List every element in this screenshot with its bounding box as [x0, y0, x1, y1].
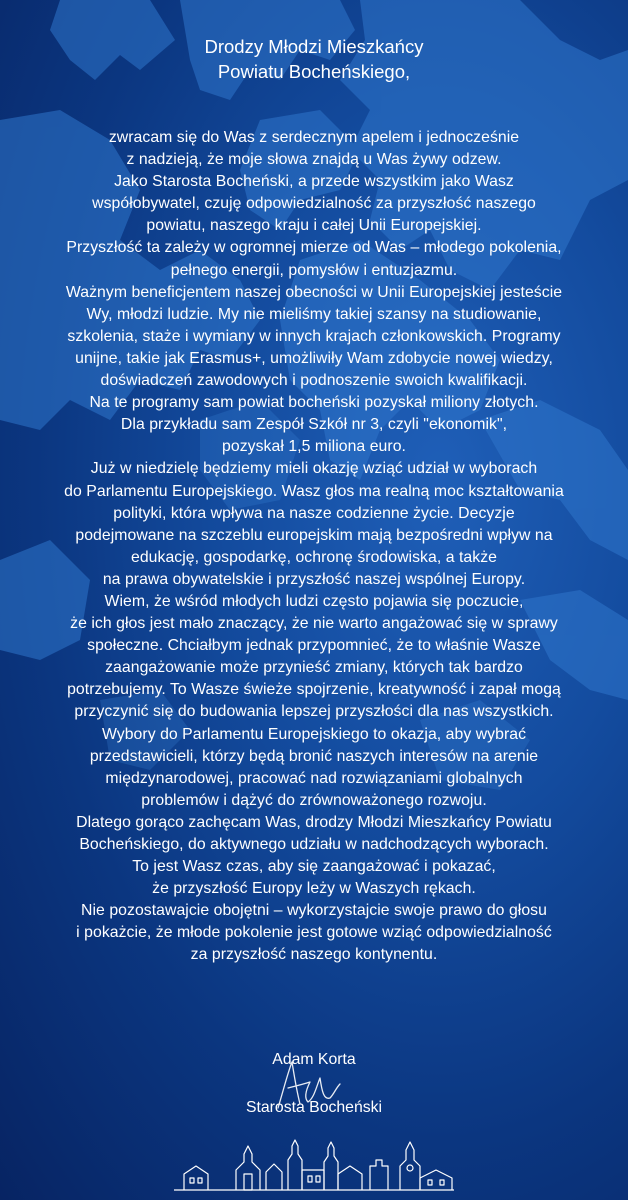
letter-line: na prawa obywatelskie i przyszłość naszej wspólnej Europy.	[102, 570, 526, 588]
letter-line: pozyskał 1,5 miliona euro.	[222, 438, 406, 456]
letter-line: że przyszłość Europy leży w Waszych rękach.	[152, 880, 476, 898]
letter-line: Nie pozostawajcie obojętni – wykorzystajcie swoje prawo do głosu	[81, 902, 547, 920]
letter-line: Wiem, że wśród młodych ludzi często pojawia się poczucie,	[104, 592, 524, 610]
letter-line: Dlatego gorąco zachęcam Was, drodzy Młodzi Mieszkańcy Powiatu	[76, 813, 552, 831]
letter-line: podejmowane na szczeblu europejskim mają bezpośredni wpływ na	[75, 526, 553, 544]
letter-line: pełnego energii, pomysłów i entuzjazmu.	[170, 261, 458, 279]
letter-line: Już w niedzielę będziemy mieli okazję wziąć udział w wyborach	[90, 460, 538, 478]
letter-line: międzynarodowej, pracować nad rozwiązaniami globalnych	[105, 769, 523, 787]
letter-line: Wy, młodzi ludzie. My nie mieliśmy takiej szansy na studiowanie,	[86, 305, 542, 323]
letter-line: za przyszłość naszego kontynentu.	[190, 946, 438, 964]
letter-line: współobywatel, czuję odpowiedzialność za przyszłość naszego	[92, 195, 536, 213]
letter-line: doświadczeń zawodowych i podnoszenie swoich kwalifikacji.	[100, 372, 528, 390]
letter-line: że ich głos jest mało znaczący, że nie warto angażować się w sprawy	[70, 615, 558, 633]
letter-line: unijne, takie jak Erasmus+, umożliwiły Wam zdobycie nowej wiedzy,	[75, 349, 553, 367]
letter-line: Przyszłość ta zależy w ogromnej mierze od Was – młodego pokolenia,	[66, 239, 562, 257]
signature-title: Starosta Bocheński	[245, 1099, 383, 1116]
signature-name: Adam Korta	[272, 1051, 356, 1068]
letter-line: Jako Starosta Bocheński, a przede wszystkim jako Wasz	[114, 173, 514, 191]
letter-line: potrzebujemy. To Wasze świeże spojrzenie, kreatywność i zapał mogą	[67, 681, 561, 699]
letter-body	[0, 127, 628, 967]
town-skyline-icon	[174, 1132, 454, 1192]
letter-line: przyczynić się do budowania lepszej przyszłości dla nas wszystkich.	[74, 703, 554, 721]
greeting-line: Drodzy Młodzi Mieszkańcy	[204, 36, 424, 57]
letter-line: do Parlamentu Europejskiego. Wasz głos ma realną moc kształtowania	[64, 482, 564, 500]
greeting-heading	[0, 34, 628, 84]
letter-line: przedstawicieli, którzy będą bronić naszych interesów na arenie	[89, 747, 539, 765]
letter-line: szkolenia, staże i wymiany w innych krajach członkowskich. Programy	[67, 327, 561, 345]
letter-line: i pokażcie, że młode pokolenie jest gotowe wziąć odpowiedzialność	[76, 924, 552, 942]
letter-line: powiatu, naszego kraju i całej Unii Europejskiej.	[146, 217, 482, 235]
letter-line: edukację, gospodarkę, ochronę środowiska, a także	[131, 548, 497, 566]
letter-line: Wybory do Parlamentu Europejskiego to okazja, aby wybrać	[101, 725, 527, 743]
greeting-line: Powiatu Bocheńskiego,	[217, 61, 411, 82]
letter-line: Bocheńskiego, do aktywnego udziału w nadchodzących wyborach.	[79, 836, 549, 853]
letter-line: Na te programy sam powiat bocheński pozyskał miliony złotych.	[89, 394, 539, 412]
letter-line: Ważnym beneficjentem naszej obecności w Unii Europejskiej jesteście	[65, 283, 563, 301]
letter-line: To jest Wasz czas, aby się zaangażować i pokazać,	[132, 858, 496, 876]
letter-line: społeczne. Chciałbym jednak przypomnieć, że to właśnie Wasze	[87, 637, 541, 655]
letter-line: zaangażowanie może przynieść zmiany, których tak bardzo	[105, 659, 523, 677]
letter-line: polityki, która wpływa na nasze codzienne życie. Decyzje	[113, 504, 515, 522]
letter-line: z nadzieją, że moje słowa znajdą u Was żywy odzew.	[126, 151, 502, 169]
letter-line: Dla przykładu sam Zespół Szkół nr 3, czyli "ekonomik",	[120, 416, 508, 434]
letter-line: problemów i dążyć do zrównoważonego rozwoju.	[141, 791, 487, 809]
letter-line: zwracam się do Was z serdecznym apelem i jednocześnie	[108, 129, 520, 146]
